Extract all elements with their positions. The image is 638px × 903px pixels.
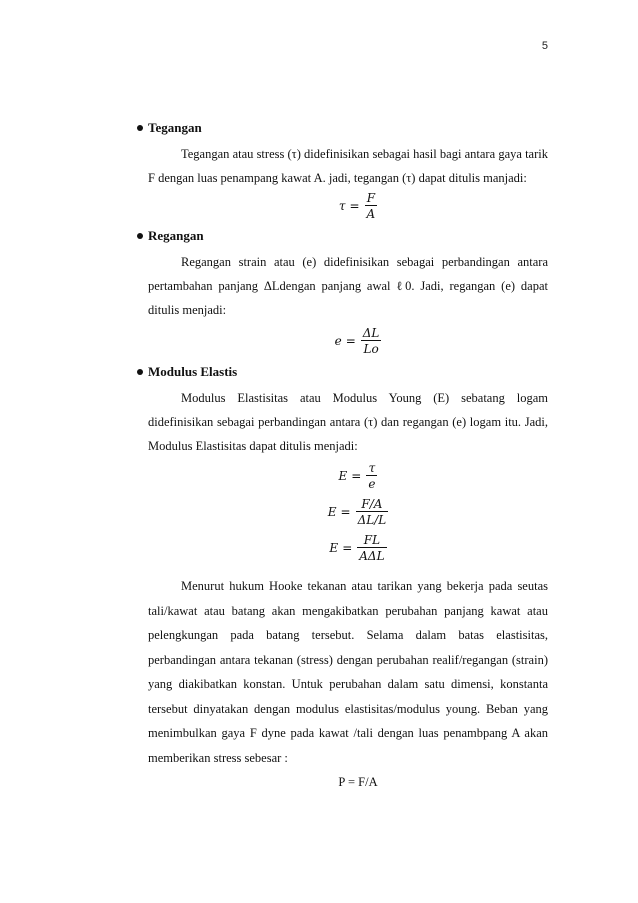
section-paragraph: Modulus Elastisitas atau Modulus Young (E) sebatang logam didefinisikan sebagai perbandingan antara (τ) dan regangan (e) logam itu. Jadi, Modulus Elastisitas dapat ditulis menjadi: — [148, 391, 548, 453]
formula-modulus-1 — [168, 458, 548, 494]
equals-sign: = — [340, 505, 351, 519]
fraction-denominator: AΔL — [359, 549, 385, 563]
fraction-numerator: τ — [368, 461, 376, 475]
section-paragraph: Tegangan atau stress (τ) didefinisikan sebagai hasil bagi antara gaya tarik F dengan luas penampang kawat A. jadi, tegangan (τ) dapat ditulis manjadi: — [148, 147, 548, 185]
hooke-law-paragraph: Menurut hukum Hooke tekanan atau tarikan yang bekerja pada seutas tali/kawat atau batang akan mengakibatkan perubahan panjang kawat atau pelengkungan pada batang tersebut. Selama dalam batas elastisitas, perbandingan antara tekanan (stress) dengan perubahan realif/regangan (strain) yang diakibatkan konstan. Untuk perubahan dalam satu dimensi, konstanta tersebut dinyatakan dengan modulus elastisitas/modulus young. Beban yang menimbulkan gaya F dyne pada kawat /tali dengan luas penambpang A akan memberikan stress sebesar : — [148, 579, 548, 765]
formula-regangan — [168, 322, 548, 360]
section-title: Regangan — [148, 228, 204, 243]
section-title: Modulus Elastis — [148, 364, 238, 379]
formula-lhs: E — [329, 541, 339, 555]
fraction — [365, 191, 378, 221]
fraction-numerator: F/A — [361, 497, 383, 511]
equals-sign: = — [342, 541, 353, 555]
section-tegangan — [148, 118, 548, 224]
formula-modulus-2 — [168, 494, 548, 530]
formula-lhs: E — [327, 505, 337, 519]
section-title: Tegangan — [148, 120, 202, 135]
bullet-icon — [137, 369, 143, 375]
section-heading — [148, 362, 548, 382]
fraction-numerator: F — [366, 191, 376, 205]
stress-formula: P = F/A — [338, 775, 378, 789]
fraction-denominator: e — [368, 477, 376, 491]
section-paragraph: Regangan strain atau (e) didefinisikan sebagai perbandingan antara pertambahan panjang ΔLdengan panjang awal ℓ0. Jadi, regangan (e) dapat ditulis menjadi: — [148, 255, 548, 317]
fraction-denominator: Lo — [363, 342, 379, 356]
formula-lhs: E — [338, 469, 348, 483]
fraction-denominator: A — [366, 207, 376, 221]
fraction-numerator: FL — [363, 533, 381, 547]
section-heading — [148, 226, 548, 246]
equals-sign: = — [345, 334, 356, 348]
bullet-icon — [137, 233, 143, 239]
formula-lhs: τ — [338, 199, 346, 213]
equals-sign: = — [349, 199, 360, 213]
fraction — [361, 326, 382, 356]
formula-tegangan — [168, 188, 548, 224]
page-number: 5 — [541, 40, 548, 52]
fraction — [366, 461, 377, 491]
bullet-icon — [137, 125, 143, 131]
formula-modulus-3 — [168, 530, 548, 566]
section-heading — [148, 118, 548, 138]
fraction-denominator: ΔL/L — [357, 513, 387, 527]
equals-sign: = — [351, 469, 362, 483]
section-modulus-elastis — [148, 362, 548, 566]
fraction — [357, 533, 386, 563]
fraction — [356, 497, 389, 527]
page-content — [148, 118, 548, 792]
fraction-numerator: ΔL — [362, 326, 380, 340]
formula-lhs: e — [334, 334, 342, 348]
section-regangan — [148, 226, 548, 360]
